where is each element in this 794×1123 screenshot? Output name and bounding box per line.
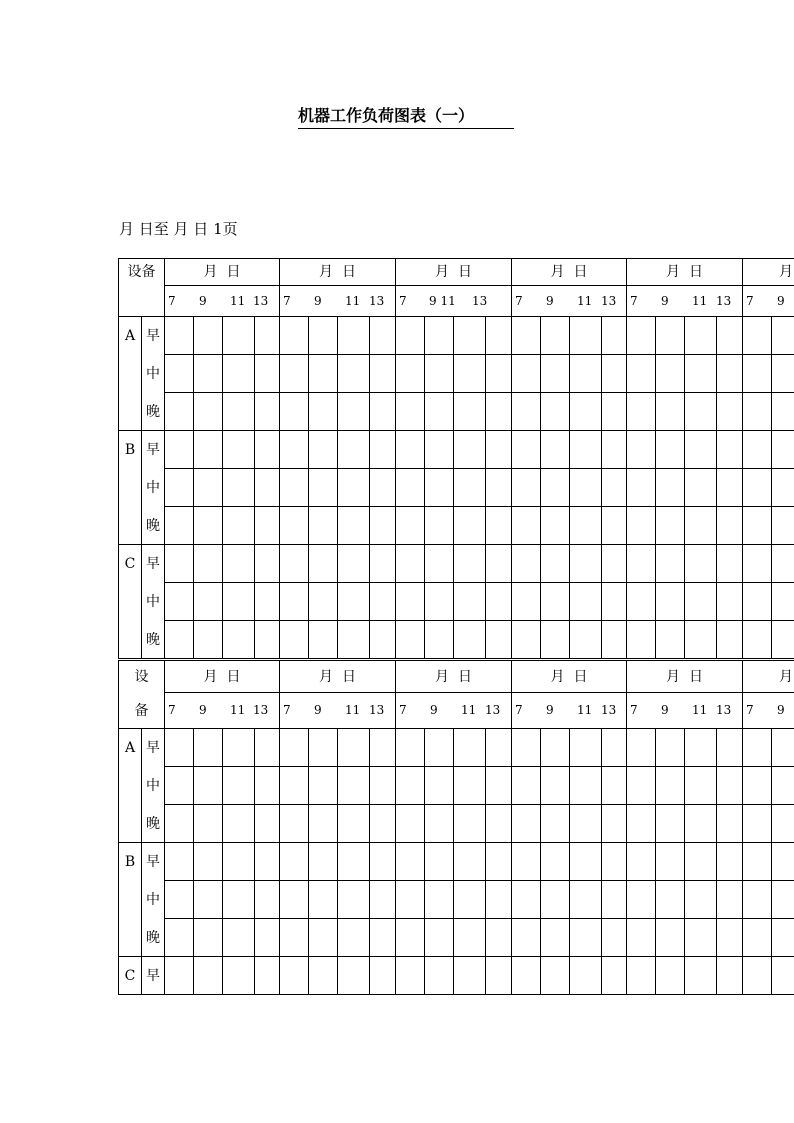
day-group-border [395,258,396,659]
hour-column-divider [193,316,194,658]
row-border [118,430,794,431]
hour-label: 13 [253,294,269,308]
day-group-border [279,660,280,995]
hour-label: 13 [601,703,617,717]
shift-label: 中 [146,777,160,794]
shift-label: 早 [146,967,160,984]
day-header: 月 日 [666,668,703,685]
hour-label: 13 [716,294,732,308]
hour-column-divider [569,728,570,994]
hour-label: 9 [546,703,554,717]
hour-label: 13 [485,703,501,717]
hour-column-divider [655,316,656,658]
shift-label: 早 [146,853,160,870]
shift-label: 早 [146,739,160,756]
shift-label: 晚 [146,929,160,946]
day-header: 月 日 [203,264,241,280]
shift-label: 晚 [146,631,160,648]
hour-label: 9 [314,703,322,717]
day-header: 月 [779,668,793,685]
row-border [164,804,794,805]
hour-label: 7 [283,294,291,308]
hour-label: 9 [314,294,322,308]
day-header: 月 日 [550,668,588,685]
day-header-divider [164,692,794,693]
machine-label: C [124,967,136,984]
shift-label: 中 [146,365,160,382]
hour-column-divider [485,728,486,994]
hour-label: 9 11 [429,294,456,308]
shift-label: 早 [146,441,160,458]
hour-label: 9 [546,294,554,308]
day-header: 月 日 [319,668,356,685]
machine-label: C [124,555,136,572]
day-group-border [511,258,512,659]
machine-label: A [124,739,136,756]
hour-column-divider [254,728,255,994]
row-border [118,544,794,545]
day-header: 月 日 [550,264,588,280]
hour-column-divider [453,316,454,658]
row-border [164,766,794,767]
equipment-header-top: 设 [134,668,149,685]
row-border [164,582,794,583]
row-border [164,880,794,881]
shift-label: 早 [146,327,160,344]
page-title: 机器工作负荷图表（一） [298,106,514,129]
row-border [118,842,794,843]
hour-column-divider [540,316,541,658]
shift-label: 早 [146,555,160,572]
day-header: 月 日 [666,264,703,280]
day-group-border [164,660,165,995]
hour-column-divider [540,728,541,994]
shift-label: 晚 [146,815,160,832]
hour-column-divider [337,316,338,658]
hour-label: 9 [777,294,785,308]
day-group-border [164,258,165,659]
hour-column-divider [453,728,454,994]
date-range-label: 月 日至 月 日 1页 [119,220,238,238]
day-header-divider [164,285,794,286]
hour-column-divider [716,316,717,658]
hour-label: 13 [601,294,617,308]
hour-label: 13 [253,703,269,717]
day-group-border [511,660,512,995]
row-border [164,468,794,469]
hour-label: 13 [716,703,732,717]
header-bottom-border [118,316,794,317]
hour-column-divider [222,728,223,994]
day-header: 月 [779,264,793,280]
hour-column-divider [369,728,370,994]
day-group-border [742,660,743,995]
hour-column-divider [193,728,194,994]
row-border [164,506,794,507]
hour-label: 11 [577,703,593,717]
hour-column-divider [684,728,685,994]
hour-label: 9 [199,294,207,308]
row-border [118,658,794,659]
day-group-border [626,660,627,995]
hour-column-divider [222,316,223,658]
hour-label: 7 [168,294,176,308]
equipment-header: 设备 [127,264,156,280]
hour-label: 11 [461,703,477,717]
shift-label: 中 [146,891,160,908]
machine-label: B [124,441,136,458]
hour-label: 7 [746,703,754,717]
hour-label: 11 [577,294,593,308]
hour-column-divider [485,316,486,658]
shift-label: 中 [146,479,160,496]
hour-label: 7 [630,703,638,717]
hour-column-divider [771,316,772,658]
hour-label: 7 [399,294,407,308]
day-group-border [395,660,396,995]
day-group-border [279,258,280,659]
hour-label: 9 [661,294,669,308]
shift-label: 中 [146,593,160,610]
header-bottom-border [118,728,794,729]
day-group-border [742,258,743,659]
row-border [164,918,794,919]
day-header: 月 日 [319,264,356,280]
hour-label: 11 [692,294,708,308]
hour-label: 7 [168,703,176,717]
row-border [164,620,794,621]
hour-label: 9 [777,703,785,717]
hour-column-divider [254,316,255,658]
hour-column-divider [771,728,772,994]
hour-label: 9 [199,703,207,717]
hour-label: 11 [230,703,246,717]
day-header: 月 日 [203,668,241,685]
machine-label: A [124,327,136,344]
hour-label: 11 [345,703,361,717]
hour-column-divider [337,728,338,994]
row-border [118,994,794,995]
hour-column-divider [424,316,425,658]
day-header: 月 日 [435,264,472,280]
hour-label: 13 [472,294,488,308]
hour-label: 11 [345,294,361,308]
hour-label: 9 [430,703,438,717]
hour-column-divider [369,316,370,658]
hour-label: 7 [283,703,291,717]
shift-label: 晚 [146,517,160,534]
hour-column-divider [684,316,685,658]
hour-label: 7 [630,294,638,308]
hour-label: 13 [369,703,385,717]
hour-label: 11 [230,294,246,308]
machine-label: B [124,853,136,870]
day-group-border [626,258,627,659]
hour-label: 7 [746,294,754,308]
hour-label: 7 [515,703,523,717]
hour-label: 9 [661,703,669,717]
hour-label: 7 [399,703,407,717]
hour-column-divider [424,728,425,994]
hour-label: 11 [692,703,708,717]
hour-column-divider [716,728,717,994]
hour-column-divider [601,728,602,994]
row-border [164,392,794,393]
hour-column-divider [308,728,309,994]
shift-label: 晚 [146,403,160,420]
hour-column-divider [655,728,656,994]
row-border [164,354,794,355]
equipment-header-bottom: 备 [134,702,149,719]
hour-column-divider [569,316,570,658]
hour-label: 13 [369,294,385,308]
row-border [118,956,794,957]
day-header: 月 日 [435,668,472,685]
hour-label: 7 [515,294,523,308]
hour-column-divider [308,316,309,658]
hour-column-divider [601,316,602,658]
